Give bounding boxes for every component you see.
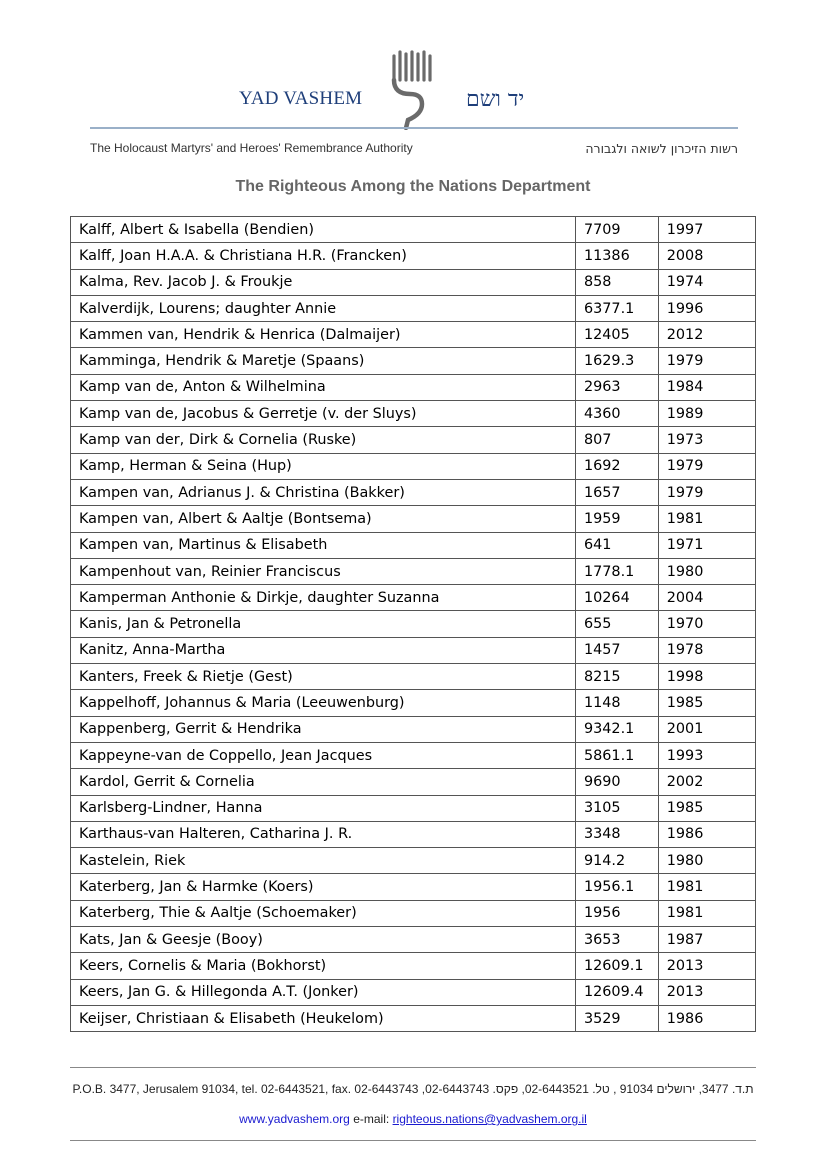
table-row (71, 953, 756, 979)
authority-line (90, 141, 738, 156)
rescuer-name-cell: Kammen van, Hendrik & Henrica (Dalmaijer) (71, 322, 576, 348)
rescuer-name-cell: Kamperman Anthonie & Dirkje, daughter Suzanna (71, 585, 576, 611)
table-row (71, 506, 756, 532)
rescuer-name-cell: Kats, Jan & Geesje (Booy) (71, 927, 576, 953)
yad-vashem-logo-icon (388, 50, 436, 130)
table-row (71, 795, 756, 821)
file-number-cell: 1148 (575, 690, 658, 716)
table-row (71, 979, 756, 1005)
table-row (71, 690, 756, 716)
rescuer-name-cell: Kalff, Joan H.A.A. & Christiana H.R. (Francken) (71, 243, 576, 269)
year-cell: 1981 (658, 900, 755, 926)
year-cell: 1979 (658, 479, 755, 505)
table-row (71, 453, 756, 479)
year-cell: 1981 (658, 506, 755, 532)
file-number-cell: 10264 (575, 585, 658, 611)
year-cell: 1993 (658, 742, 755, 768)
rescuer-name-cell: Kastelein, Riek (71, 848, 576, 874)
rescuer-name-cell: Kanitz, Anna-Martha (71, 637, 576, 663)
file-number-cell: 1778.1 (575, 558, 658, 584)
table-row (71, 374, 756, 400)
footer-contact (0, 1112, 826, 1126)
year-cell: 1997 (658, 217, 755, 243)
letterhead (0, 0, 826, 170)
table-row (71, 217, 756, 243)
rescuer-name-cell: Kamp, Herman & Seina (Hup) (71, 453, 576, 479)
table-row (71, 401, 756, 427)
year-cell: 1980 (658, 848, 755, 874)
righteous-table (70, 216, 756, 1032)
file-number-cell: 1692 (575, 453, 658, 479)
table-row (71, 664, 756, 690)
year-cell: 1985 (658, 690, 755, 716)
file-number-cell: 3529 (575, 1005, 658, 1031)
year-cell: 2001 (658, 716, 755, 742)
rescuer-name-cell: Kardol, Gerrit & Cornelia (71, 769, 576, 795)
file-number-cell: 4360 (575, 401, 658, 427)
rescuer-name-cell: Kappeyne-van de Coppello, Jean Jacques (71, 742, 576, 768)
year-cell: 1970 (658, 611, 755, 637)
table-row (71, 848, 756, 874)
rescuer-name-cell: Kalma, Rev. Jacob J. & Froukje (71, 269, 576, 295)
year-cell: 1978 (658, 637, 755, 663)
file-number-cell: 5861.1 (575, 742, 658, 768)
file-number-cell: 1657 (575, 479, 658, 505)
table-row (71, 637, 756, 663)
file-number-cell: 12405 (575, 322, 658, 348)
rescuer-name-cell: Kanis, Jan & Petronella (71, 611, 576, 637)
table-row (71, 927, 756, 953)
year-cell: 1979 (658, 453, 755, 479)
file-number-cell: 9690 (575, 769, 658, 795)
file-number-cell: 7709 (575, 217, 658, 243)
rescuer-name-cell: Kalff, Albert & Isabella (Bendien) (71, 217, 576, 243)
file-number-cell: 3348 (575, 821, 658, 847)
file-number-cell: 12609.1 (575, 953, 658, 979)
table-row (71, 322, 756, 348)
table-row (71, 269, 756, 295)
year-cell: 1979 (658, 348, 755, 374)
rescuer-name-cell: Keijser, Christiaan & Elisabeth (Heukelom) (71, 1005, 576, 1031)
year-cell: 2013 (658, 953, 755, 979)
rescuer-name-cell: Kalverdijk, Lourens; daughter Annie (71, 295, 576, 321)
year-cell: 1971 (658, 532, 755, 558)
table-row (71, 716, 756, 742)
year-cell: 2008 (658, 243, 755, 269)
year-cell: 1998 (658, 664, 755, 690)
table-row (71, 532, 756, 558)
rescuer-name-cell: Katerberg, Thie & Aaltje (Schoemaker) (71, 900, 576, 926)
year-cell: 1980 (658, 558, 755, 584)
email-link[interactable]: righteous.nations@yadvashem.org.il (392, 1112, 587, 1126)
email-label: e-mail: (353, 1112, 390, 1126)
file-number-cell: 641 (575, 532, 658, 558)
year-cell: 2013 (658, 979, 755, 1005)
file-number-cell: 9342.1 (575, 716, 658, 742)
table-row (71, 821, 756, 847)
table-row (71, 1005, 756, 1031)
table-row (71, 769, 756, 795)
logo-text-english: YAD VASHEM (239, 88, 363, 109)
file-number-cell: 2963 (575, 374, 658, 400)
file-number-cell: 914.2 (575, 848, 658, 874)
table-row (71, 558, 756, 584)
table-row (71, 742, 756, 768)
file-number-cell: 858 (575, 269, 658, 295)
rescuer-name-cell: Karlsberg-Lindner, Hanna (71, 795, 576, 821)
year-cell: 2012 (658, 322, 755, 348)
file-number-cell: 12609.4 (575, 979, 658, 1005)
table-row (71, 611, 756, 637)
rescuer-name-cell: Kamp van de, Jacobus & Gerretje (v. der Sluys) (71, 401, 576, 427)
file-number-cell: 1956.1 (575, 874, 658, 900)
file-number-cell: 1629.3 (575, 348, 658, 374)
rescuer-name-cell: Kamminga, Hendrik & Maretje (Spaans) (71, 348, 576, 374)
file-number-cell: 6377.1 (575, 295, 658, 321)
year-cell: 1986 (658, 821, 755, 847)
rescuer-name-cell: Kampen van, Adrianus J. & Christina (Bakker) (71, 479, 576, 505)
rescuer-name-cell: Kampen van, Martinus & Elisabeth (71, 532, 576, 558)
year-cell: 1989 (658, 401, 755, 427)
table-row (71, 243, 756, 269)
rescuer-name-cell: Keers, Jan G. & Hillegonda A.T. (Jonker) (71, 979, 576, 1005)
department-title: The Righteous Among the Nations Department (235, 178, 591, 195)
table-row (71, 295, 756, 321)
file-number-cell: 3105 (575, 795, 658, 821)
year-cell: 2004 (658, 585, 755, 611)
authority-hebrew: רשות הזיכרון לשואה ולגבורה (585, 141, 738, 156)
header-divider (90, 127, 738, 129)
rescuer-name-cell: Kanters, Freek & Rietje (Gest) (71, 664, 576, 690)
rescuer-name-cell: Kamp van der, Dirk & Cornelia (Ruske) (71, 427, 576, 453)
year-cell: 1996 (658, 295, 755, 321)
website-link[interactable]: www.yadvashem.org (239, 1112, 350, 1126)
footer-divider-top (70, 1067, 756, 1068)
table-row (71, 348, 756, 374)
rescuer-name-cell: Keers, Cornelis & Maria (Bokhorst) (71, 953, 576, 979)
year-cell: 2002 (658, 769, 755, 795)
logo-text-hebrew: יד ושם (466, 87, 525, 112)
year-cell: 1981 (658, 874, 755, 900)
file-number-cell: 1959 (575, 506, 658, 532)
file-number-cell: 1956 (575, 900, 658, 926)
rescuer-name-cell: Kamp van de, Anton & Wilhelmina (71, 374, 576, 400)
table-row (71, 427, 756, 453)
table-row (71, 479, 756, 505)
year-cell: 1986 (658, 1005, 755, 1031)
year-cell: 1987 (658, 927, 755, 953)
authority-english: The Holocaust Martyrs' and Heroes' Remembrance Authority (90, 141, 413, 155)
file-number-cell: 807 (575, 427, 658, 453)
table-row (71, 900, 756, 926)
year-cell: 1984 (658, 374, 755, 400)
rescuer-name-cell: Katerberg, Jan & Harmke (Koers) (71, 874, 576, 900)
rescuer-name-cell: Karthaus-van Halteren, Catharina J. R. (71, 821, 576, 847)
rescuer-name-cell: Kappenberg, Gerrit & Hendrika (71, 716, 576, 742)
rescuer-name-cell: Kampen van, Albert & Aaltje (Bontsema) (71, 506, 576, 532)
file-number-cell: 8215 (575, 664, 658, 690)
year-cell: 1974 (658, 269, 755, 295)
table-row (71, 585, 756, 611)
year-cell: 1985 (658, 795, 755, 821)
file-number-cell: 3653 (575, 927, 658, 953)
file-number-cell: 1457 (575, 637, 658, 663)
footer-divider-bottom (70, 1140, 756, 1141)
table-row (71, 874, 756, 900)
rescuer-name-cell: Kappelhoff, Johannus & Maria (Leeuwenburg) (71, 690, 576, 716)
footer-address: P.O.B. 3477, Jerusalem 91034, tel. 02-6443521, fax. 02-6443743 ,ת.ד. 3477, ירושלים 91034 , טל. 02-6443521, פקס. 02-6443743 (72, 1082, 754, 1096)
file-number-cell: 11386 (575, 243, 658, 269)
year-cell: 1973 (658, 427, 755, 453)
rescuer-name-cell: Kampenhout van, Reinier Franciscus (71, 558, 576, 584)
file-number-cell: 655 (575, 611, 658, 637)
